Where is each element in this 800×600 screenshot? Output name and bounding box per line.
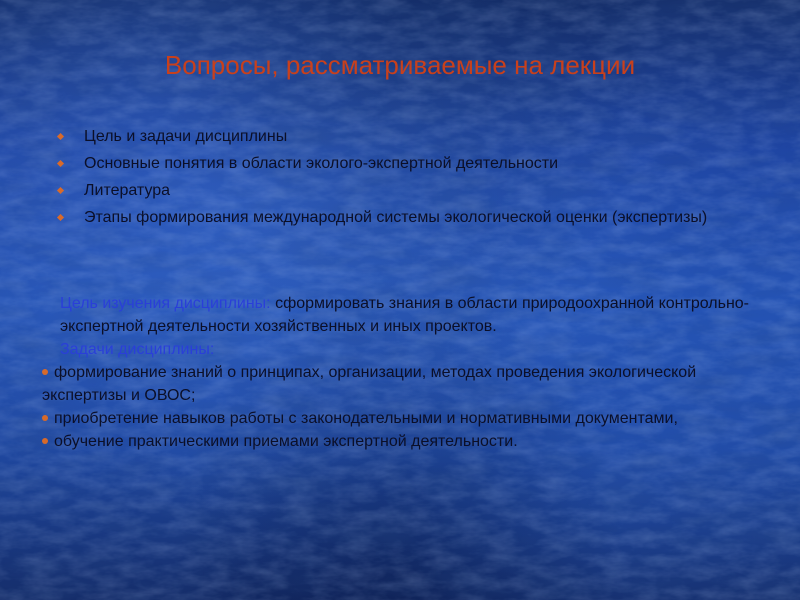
task-text: приобретение навыков работы с законодательными и нормативными документами,: [54, 410, 678, 427]
tasks-heading: [42, 338, 762, 361]
task-text: обучение практическими приемами экспертной деятельности.: [54, 433, 518, 450]
diamond-bullet-icon: [57, 187, 64, 194]
list-item: [56, 124, 756, 150]
goal-label: Цель изучения дисциплины:: [60, 295, 271, 312]
goal-text: сформировать знания в области природоохранной контрольно-экспертной деятельности хозяйственных и иных проектов.: [60, 295, 750, 335]
list-item: [56, 178, 756, 204]
question-text: Цель и задачи дисциплины: [84, 128, 288, 145]
list-item: [42, 361, 762, 407]
dot-bullet-icon: [42, 438, 48, 444]
diamond-bullet-icon: [57, 214, 64, 221]
dot-bullet-icon: [42, 415, 48, 421]
questions-list: [56, 124, 756, 232]
task-text: формирование знаний о принципах, организации, методах проведения экологической экспертизы и ОВОС;: [42, 364, 697, 404]
diamond-bullet-icon: [57, 133, 64, 140]
list-item: [56, 205, 756, 231]
question-text: Этапы формирования международной системы экологической оценки (экспертизы): [84, 209, 708, 226]
question-text: Основные понятия в области эколого-экспертной деятельности: [84, 155, 559, 172]
list-item: [42, 430, 762, 453]
goal-paragraph: [42, 292, 762, 338]
list-item: [42, 407, 762, 430]
list-item: [56, 151, 756, 177]
slide-title: Вопросы, рассматриваемые на лекции: [164, 50, 636, 80]
diamond-bullet-icon: [57, 160, 64, 167]
dot-bullet-icon: [42, 369, 48, 375]
goals-block: [42, 292, 762, 453]
question-text: Литература: [84, 182, 171, 199]
tasks-label: Задачи дисциплины:: [60, 341, 215, 358]
